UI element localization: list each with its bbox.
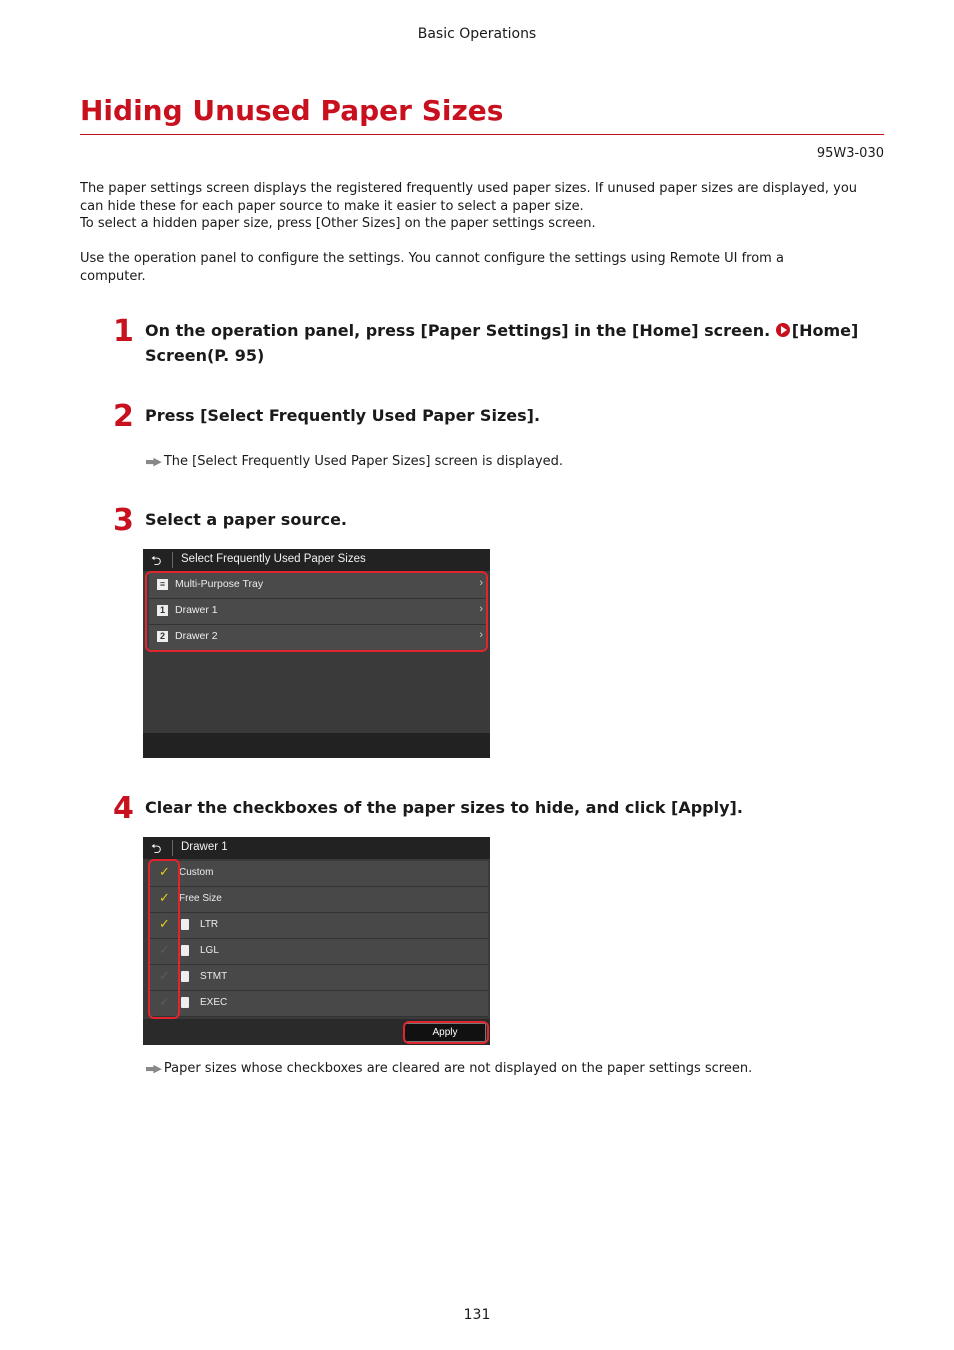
page-title: Hiding Unused Paper Sizes [80,94,504,127]
result-arrow-icon: ▬▶ [145,455,160,468]
source-label: Multi-Purpose Tray [175,578,264,590]
note-paragraph [80,250,886,285]
paper-source-screen [143,549,490,758]
drawer-2-icon: 2 [157,631,168,642]
step-instruction: On the operation panel, press [Paper Settings] in the [Home] screen. [145,321,771,340]
screen-title: Drawer 1 [181,841,228,853]
paper-size-row[interactable] [149,965,488,991]
source-label: Drawer 1 [175,604,218,616]
step-number: 1 [113,314,134,349]
checkbox-unchecked-icon[interactable]: ✓ [159,942,170,957]
note-line: Use the operation panel to configure the settings. You cannot configure the settings using Remote UI from a [80,251,784,266]
checkbox-checked-icon[interactable]: ✓ [159,916,170,931]
step-text: Press [Select Frequently Used Paper Sizes]. [145,406,541,425]
chevron-right-icon: › [479,629,483,641]
result-text: The [Select Frequently Used Paper Sizes] screen is displayed. [163,454,564,469]
back-arrow-icon[interactable]: ⮌ [151,553,162,568]
paper-icon [181,919,189,930]
document-code: 95W3-030 [816,146,884,161]
apply-highlight-box [403,1021,489,1044]
checkbox-checked-icon[interactable]: ✓ [159,864,170,879]
intro-line: To select a hidden paper size, press [Other Sizes] on the paper settings screen. [80,216,596,231]
paper-size-row[interactable] [149,939,488,965]
paper-size-row[interactable] [149,991,488,1017]
checkbox-unchecked-icon[interactable]: ✓ [159,994,170,1009]
intro-paragraph [80,180,886,233]
bar-divider [172,552,173,568]
screen-title: Select Frequently Used Paper Sizes [181,553,366,565]
step-text: Clear the checkboxes of the paper sizes to hide, and click [Apply]. [145,798,743,817]
link-text-continued[interactable]: Screen(P. 95) [145,346,265,365]
paper-size-label: Free Size [179,893,222,904]
checkbox-checked-icon[interactable]: ✓ [159,890,170,905]
paper-size-label: STMT [200,971,228,982]
paper-size-row[interactable] [149,861,488,887]
checkbox-highlight-box [148,859,180,1019]
paper-size-label: LTR [200,919,219,930]
paper-size-label: Custom [179,867,214,878]
step-result [145,454,563,469]
source-label: Drawer 2 [175,630,218,642]
paper-size-row[interactable] [149,887,488,913]
highlight-box [145,571,488,652]
screen-title-bar [143,837,490,859]
step-text [145,318,865,368]
tray-icon: ≡ [157,579,168,590]
chevron-right-icon: › [479,577,483,589]
drawer-paper-sizes-screen [143,837,490,1045]
paper-size-label: LGL [200,945,219,956]
paper-icon [181,971,189,982]
step-number: 4 [113,791,134,826]
paper-size-label: EXEC [200,997,228,1008]
result-text: Paper sizes whose checkboxes are cleared are not displayed on the paper settings screen. [163,1061,753,1076]
page-number: 131 [463,1307,491,1323]
link-text: [Home] [791,321,859,340]
paper-icon [181,945,189,956]
result-arrow-icon: ▬▶ [145,1062,160,1075]
intro-line: The paper settings screen displays the registered frequently used paper sizes. If unused paper sizes are displayed, you [80,181,858,196]
note-line: computer. [80,268,146,284]
step-number: 3 [113,503,134,538]
paper-icon [181,997,189,1008]
chevron-right-icon: › [479,603,483,615]
home-screen-link[interactable] [776,321,859,340]
bar-divider [172,840,173,856]
step-result [145,1061,752,1076]
intro-line: can hide these for each paper source to make it easier to select a paper size. [80,198,584,214]
step-number: 2 [113,399,134,434]
apply-button[interactable]: Apply [404,1023,486,1042]
running-header: Basic Operations [417,26,537,42]
paper-size-row[interactable] [149,913,488,939]
screen-title-bar [143,549,490,571]
back-arrow-icon[interactable]: ⮌ [151,841,162,856]
step-text: Select a paper source. [145,510,348,529]
link-arrow-icon [776,323,790,337]
drawer-1-icon: 1 [157,605,168,616]
screen-bottom-bar [143,733,490,758]
title-rule [80,134,884,135]
checkbox-unchecked-icon[interactable]: ✓ [159,968,170,983]
